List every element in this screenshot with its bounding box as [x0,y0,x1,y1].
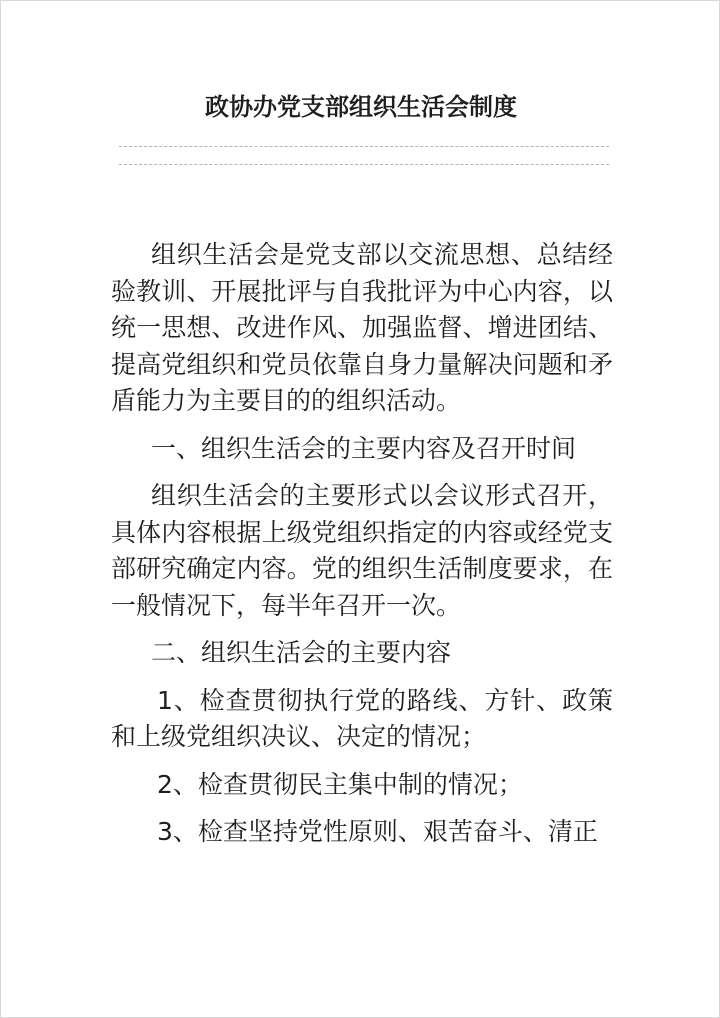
title-divider-top [119,146,609,147]
document-title: 政协办党支部组织生活会制度 [205,92,517,121]
paragraph-section-1: 组织生活会的主要形式以会议形式召开，具体内容根据上级党组织指定的内容或经党支部研究确定内容。党的组织生活制度要求，在一般情况下，每半年召开一次。 [111,481,613,620]
list-item-2: 2、检查贯彻民主集中制的情况； [157,769,523,799]
list-item-1: 1、检查贯彻执行党的路线、方针、政策和上级党组织决议、决定的情况； [111,685,613,751]
list-item-3: 3、检查坚持党性原则、艰苦奋斗、清正 [157,817,598,846]
title-divider-bottom [119,164,609,165]
section-heading-2: 二、组织生活会的主要内容 [151,638,452,667]
document-body [111,237,613,862]
section-heading-1: 一、组织生活会的主要内容及召开时间 [151,433,577,463]
paragraph-intro: 组织生活会是党支部以交流思想、总结经验教训、开展批评与自我批评为中心内容，以统一思想、改进作风、加强监督、增进团结、提高党组织和党员依靠自身力量解决问题和矛盾能力为主要目的的组织活动。 [111,240,613,415]
